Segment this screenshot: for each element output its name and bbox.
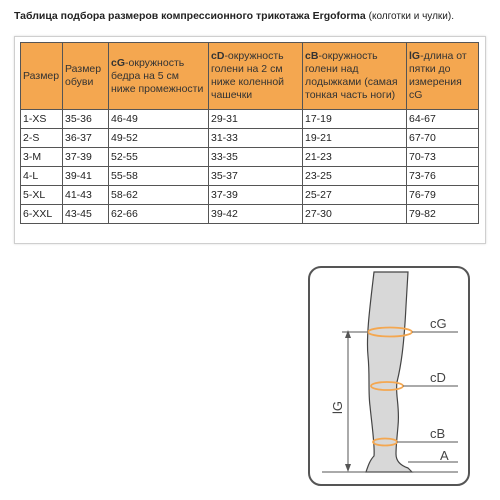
page-title xyxy=(14,10,454,22)
cell-cb: 23-25 xyxy=(303,167,407,186)
cell-lg: 76-79 xyxy=(407,186,479,205)
cell-cb: 21-23 xyxy=(303,148,407,167)
cell-shoe-size: 43-45 xyxy=(63,205,109,224)
cell-lg: 73-76 xyxy=(407,167,479,186)
cell-shoe-size: 36-37 xyxy=(63,129,109,148)
cell-cg: 62-66 xyxy=(109,205,209,224)
cell-cg: 58-62 xyxy=(109,186,209,205)
cell-size: 1-XS xyxy=(21,110,63,129)
header-size: Размер xyxy=(21,43,63,110)
cell-shoe-size: 41-43 xyxy=(63,186,109,205)
cell-size: 2-S xyxy=(21,129,63,148)
label-a: A xyxy=(440,448,449,463)
table-row xyxy=(21,186,479,205)
cell-cg: 46-49 xyxy=(109,110,209,129)
cell-cd: 35-37 xyxy=(209,167,303,186)
table-row xyxy=(21,129,479,148)
cell-lg: 64-67 xyxy=(407,110,479,129)
cell-cb: 25-27 xyxy=(303,186,407,205)
size-table-frame xyxy=(14,36,486,244)
size-table xyxy=(20,42,479,224)
cell-lg: 70-73 xyxy=(407,148,479,167)
label-cd: cD xyxy=(430,370,446,385)
label-lg: lG xyxy=(330,401,345,414)
cell-shoe-size: 39-41 xyxy=(63,167,109,186)
cell-size: 3-M xyxy=(21,148,63,167)
label-cg: cG xyxy=(430,316,447,331)
table-row xyxy=(21,167,479,186)
cell-cg: 49-52 xyxy=(109,129,209,148)
cell-cg: 55-58 xyxy=(109,167,209,186)
cell-cb: 17-19 xyxy=(303,110,407,129)
title-main: Таблица подбора размеров компрессионного трикотажа Ergoforma xyxy=(14,10,366,22)
cell-shoe-size: 35-36 xyxy=(63,110,109,129)
cell-size: 4-L xyxy=(21,167,63,186)
cell-cd: 33-35 xyxy=(209,148,303,167)
title-note: (колготки и чулки). xyxy=(368,11,454,22)
cell-cb: 19-21 xyxy=(303,129,407,148)
cell-size: 6-XXL xyxy=(21,205,63,224)
cell-shoe-size: 37-39 xyxy=(63,148,109,167)
header-cb: cB-окружность голени над лодыжками (самая тонкая часть ноги) xyxy=(303,43,407,110)
cell-size: 5-XL xyxy=(21,186,63,205)
table-header-row xyxy=(21,43,479,110)
cell-cb: 27-30 xyxy=(303,205,407,224)
label-cb: cB xyxy=(430,426,446,441)
cell-cg: 52-55 xyxy=(109,148,209,167)
cell-lg: 79-82 xyxy=(407,205,479,224)
header-cd: cD-окружность голени на 2 см ниже коленной чашечки xyxy=(209,43,303,110)
cell-cd: 37-39 xyxy=(209,186,303,205)
header-shoe-size: Размер обуви xyxy=(63,43,109,110)
cell-cd: 39-42 xyxy=(209,205,303,224)
table-row xyxy=(21,148,479,167)
header-cg: cG-окружность бедра на 5 см ниже промежности xyxy=(109,43,209,110)
table-row xyxy=(21,205,479,224)
table-row xyxy=(21,110,479,129)
cell-cd: 31-33 xyxy=(209,129,303,148)
cell-lg: 67-70 xyxy=(407,129,479,148)
leg-measurement-diagram xyxy=(308,266,470,486)
header-lg: lG-длина от пятки до измерения cG xyxy=(407,43,479,110)
cell-cd: 29-31 xyxy=(209,110,303,129)
